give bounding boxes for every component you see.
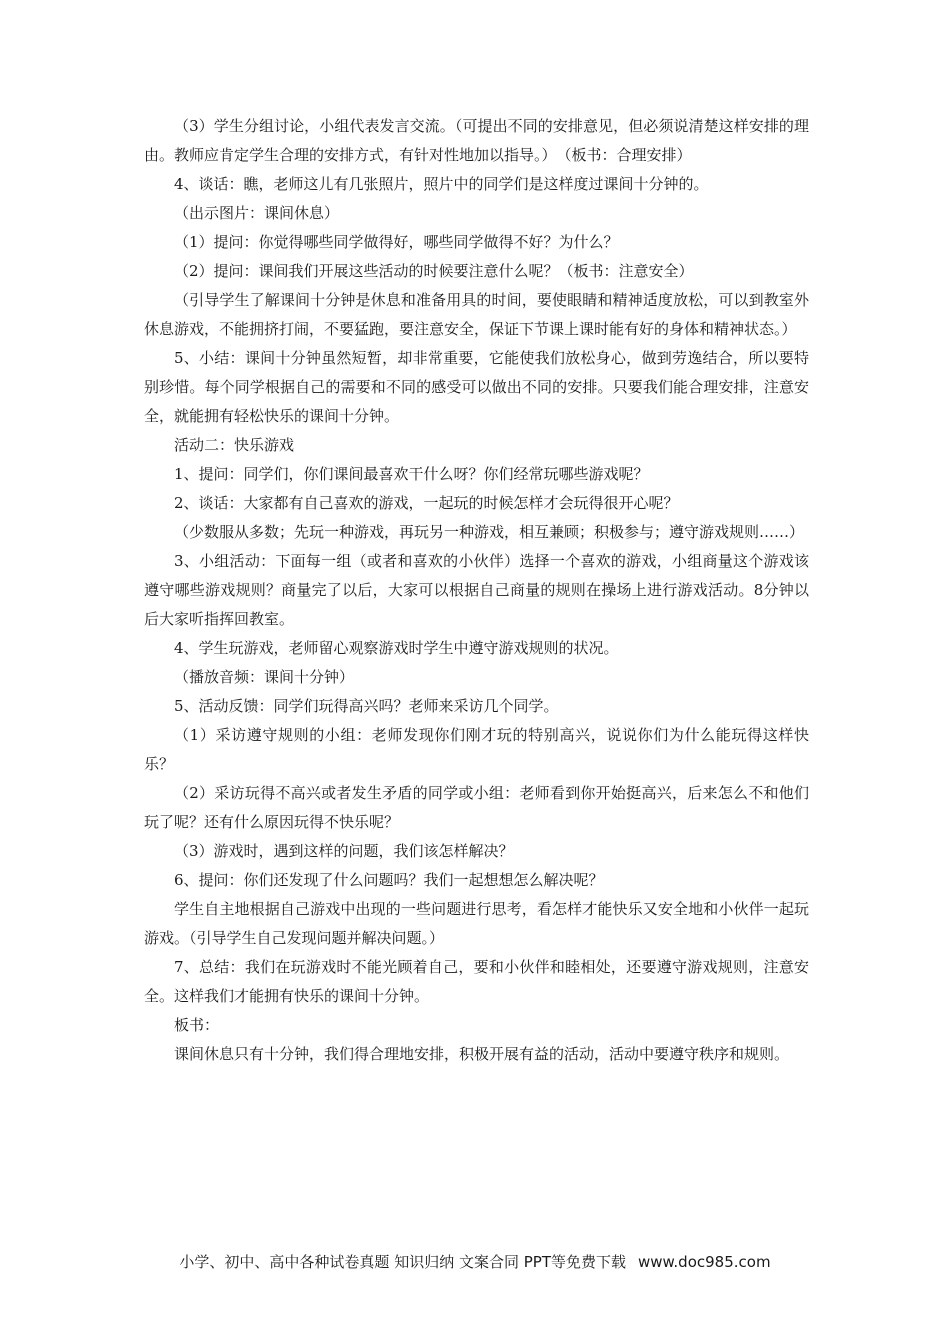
paragraph: （1）采访遵守规则的小组：老师发现你们刚才玩的特别高兴，说说你们为什么能玩得这样快乐？ (144, 726, 809, 773)
paragraph: 2、谈话：大家都有自己喜欢的游戏，一起玩的时候怎样才会玩得很开心呢？ (174, 494, 679, 512)
paragraph: 5、活动反馈：同学们玩得高兴吗？老师来采访几个同学。 (174, 697, 559, 715)
footer (0, 1251, 950, 1272)
paragraph: 7、总结：我们在玩游戏时不能光顾着自己，要和小伙伴和睦相处，还要遵守游戏规则，注意安全。这样我们才能拥有快乐的课间十分钟。 (144, 958, 809, 1005)
board-heading: 板书： (174, 1016, 220, 1034)
paragraph: 4、学生玩游戏，老师留心观察游戏时学生中遵守游戏规则的状况。 (174, 639, 619, 657)
paragraph: 6、提问：你们还发现了什么问题吗？我们一起想想怎么解决呢？ (174, 871, 604, 889)
paragraph: 5、小结：课间十分钟虽然短暂，却非常重要，它能使我们放松身心，做到劳逸结合，所以要特别珍惜。每个同学根据自己的需要和不同的感受可以做出不同的安排。只要我们能合理安排，注意安全，就能拥有轻松快乐的课间十分钟。 (144, 349, 809, 425)
paragraph: 1、提问：同学们，你们课间最喜欢干什么呀？你们经常玩哪些游戏呢？ (174, 465, 649, 483)
paragraph: （3）游戏时，遇到这样的问题，我们该怎样解决？ (174, 842, 514, 860)
paragraph: （播放音频：课间十分钟） (174, 668, 355, 686)
paragraph: （1）提问：你觉得哪些同学做得好，哪些同学做得不好？为什么？ (174, 233, 619, 251)
document-body (144, 112, 809, 1069)
paragraph: （2）采访玩得不高兴或者发生矛盾的同学或小组：老师看到你开始挺高兴，后来怎么不和他们玩了呢？还有什么原因玩得不快乐呢？ (144, 784, 809, 831)
footer-text: 小学、初中、高中各种试卷真题 知识归纳 文案合同 PPT等免费下载 (179, 1253, 626, 1271)
paragraph: （少数服从多数；先玩一种游戏，再玩另一种游戏，相互兼顾；积极参与；遵守游戏规则……） (174, 523, 805, 541)
paragraph: （3）学生分组讨论，小组代表发言交流。（可提出不同的安排意见，但必须说清楚这样安排的理由。教师应肯定学生合理的安排方式，有针对性地加以指导。） （板书：合理安排） (144, 117, 809, 164)
paragraph: 3、小组活动：下面每一组（或者和喜欢的小伙伴）选择一个喜欢的游戏，小组商量这个游戏该遵守哪些游戏规则？商量完了以后，大家可以根据自己商量的规则在操场上进行游戏活动。8分钟以后大家听指挥回教室。 (144, 552, 809, 628)
paragraph: （出示图片：课间休息） (174, 204, 340, 222)
paragraph: （2）提问：课间我们开展这些活动的时候要注意什么呢？（板书：注意安全） (174, 262, 694, 280)
footer-site-link[interactable]: www.doc985.com (637, 1253, 771, 1271)
paragraph: （引导学生了解课间十分钟是休息和准备用具的时间，要使眼睛和精神适度放松，可以到教室外休息游戏，不能拥挤打闹，不要猛跑，要注意安全，保证下节课上课时能有好的身体和精神状态。） (144, 291, 809, 338)
paragraph: 课间休息只有十分钟，我们得合理地安排，积极开展有益的活动，活动中要遵守秩序和规则。 (174, 1045, 790, 1063)
paragraph: 学生自主地根据自己游戏中出现的一些问题进行思考，看怎样才能快乐又安全地和小伙伴一起玩游戏。（引导学生自己发现问题并解决问题。） (144, 900, 809, 947)
section-heading: 活动二：快乐游戏 (174, 436, 295, 454)
paragraph: 4、谈话：瞧，老师这儿有几张照片，照片中的同学们是这样度过课间十分钟的。 (174, 175, 709, 193)
